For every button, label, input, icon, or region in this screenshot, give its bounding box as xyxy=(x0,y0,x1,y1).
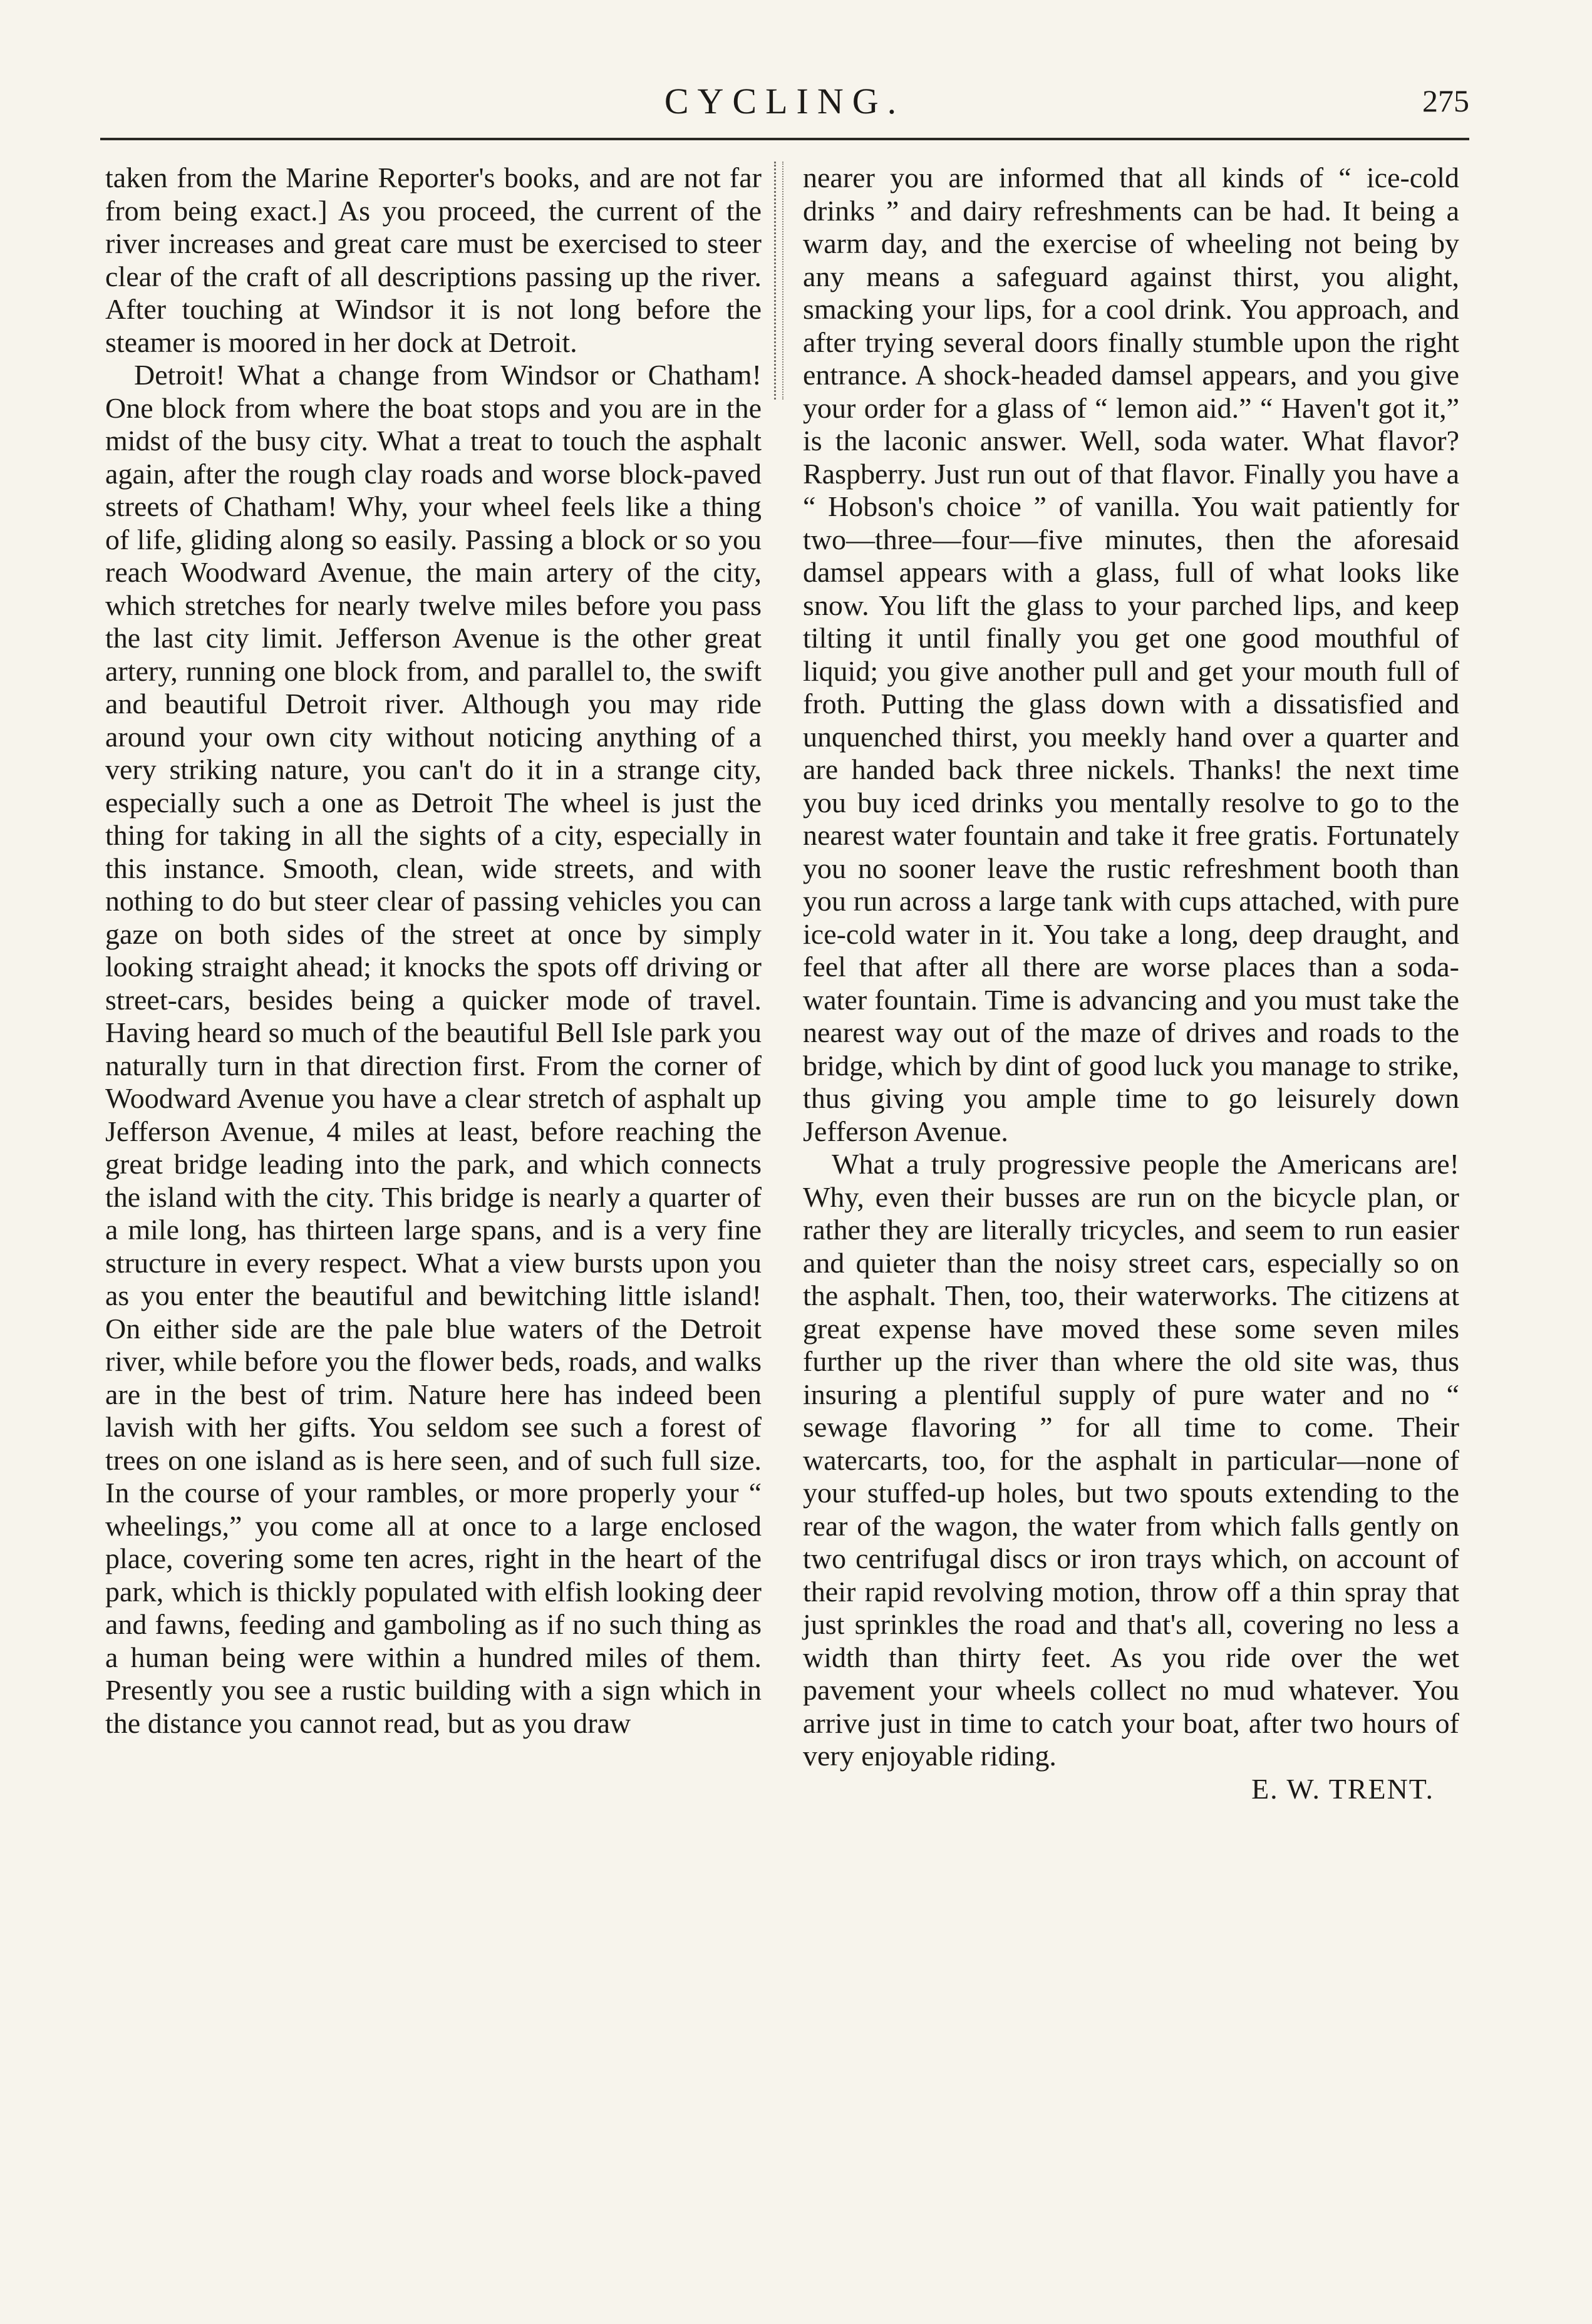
running-title: CYCLING. xyxy=(664,81,906,121)
header-rule xyxy=(100,138,1469,140)
page-number: 275 xyxy=(1422,83,1469,118)
paragraph: Detroit! What a change from Windsor or Chatham! One block from where the boat stops and you are in the midst of the busy city. What a treat to touch the asphalt again, after the rough clay roads and worse block-paved streets of Chatham! Why, your wheel feels like a thing of life, gliding along so easily. Passing a block or so you reach Woodward Avenue, the main artery of the city, which stretches for nearly twelve miles before you pass the last city limit. Jefferson Avenue is the other great artery, running one block from, and parallel to, the swift and beautiful Detroit river. Although you may ride around your own city without noticing anything of a very striking nature, you can't do it in a strange city, especially such a one as Detroit The wheel is just the thing for taking in all the sights of a city, especially in this instance. Smooth, clean, wide streets, and with nothing to do but steer clear of passing vehicles you can gaze on both sides of the street at once by simply looking straight ahead; it knocks the spots off driving or street-cars, besides being a quicker mode of travel. Having heard so much of the beautiful Bell Isle park you naturally turn in that direction first. From the corner of Woodward Avenue you have a clear stretch of asphalt up Jefferson Avenue, 4 miles at least, before reaching the great bridge leading into the park, and which connects the island with the city. This bridge is nearly a quarter of a mile long, has thirteen large spans, and is a very fine structure in every respect. What a view bursts upon you as you enter the beautiful and bewitching little island! On either side are the pale blue waters of the Detroit river, while before you the flower beds, roads, and walks are in the best of trim. Nature here has indeed been lavish with her gifts. You seldom see such a forest of trees on one island as is here seen, and of such full size. In the course of your rambles, or more properly your “ wheelings,” you come all at once to a large enclosed place, covering some ten acres, right in the heart of the park, which is thickly populated with elfish looking deer and fawns, feeding and gamboling as if no such thing as a human being were within a hundred miles of them. Presently you see a rustic building with a sign which in the distance you cannot read, but as you draw xyxy=(105,359,762,1739)
author-signature: E. W. TRENT. xyxy=(1251,1772,1434,1805)
column-divider-ornament xyxy=(774,162,783,400)
page-header xyxy=(100,74,1469,143)
paragraph: taken from the Marine Reporter's books, and are not far from being exact.] As you proceed, the current of the river increases and great care must be exercised to steer clear of the craft of all descriptions passing up the river. After touching at Windsor it is not long before the steamer is moored in her dock at Detroit. xyxy=(105,162,762,358)
left-column xyxy=(105,162,762,1740)
paragraph: nearer you are informed that all kinds of “ ice-cold drinks ” and dairy refreshments can be had. It being a warm day, and the exercise of wheeling not being by any means a safeguard against thirst, you alight, smacking your lips, for a cool drink. You approach, and after trying several doors finally stumble upon the right entrance. A shock-headed damsel appears, and you give your order for a glass of “ lemon aid.” “ Haven't got it,” is the laconic answer. Well, soda water. What flavor? Raspberry. Just run out of that flavor. Finally you have a “ Hobson's choice ” of vanilla. You wait patiently for two—three—four—five minutes, then the aforesaid damsel appears with a glass, full of what looks like snow. You lift the glass to your parched lips, and keep tilting it until finally you get one good mouthful of liquid; you give another pull and get your mouth full of froth. Putting the glass down with a dissatisfied and unquenched thirst, you meekly hand over a quarter and are handed back three nickels. Thanks! the next time you buy iced drinks you mentally resolve to go to the nearest water fountain and take it free gratis. Fortunately you no sooner leave the rustic refreshment booth than you run across a large tank with cups attached, with pure ice-cold water in it. You take a long, deep draught, and feel that after all there are worse places than a soda-water fountain. Time is advancing and you must take the nearest way out of the maze of drives and roads to the bridge, which by dint of good luck you manage to strike, thus giving you ample time to go leisurely down Jefferson Avenue. xyxy=(803,162,1459,1147)
right-column xyxy=(803,162,1459,1805)
paragraph: What a truly progressive people the Americans are! Why, even their busses are run on the bicycle plan, or rather they are literally tricycles, and seem to run easier and quieter than the noisy street cars, especially so on the asphalt. Then, too, their waterworks. The citizens at great expense have moved these some seven miles further up the river than where the old site was, thus insuring a plentiful supply of pure water and no “ sewage flavoring ” for all time to come. Their watercarts, too, for the asphalt in particular—none of your stuffed-up holes, but two spouts extending to the rear of the wagon, the water from which falls gently on two centrifugal discs or iron trays which, on account of their rapid revolving motion, throw off a thin spray that just sprinkles the road and that's all, covering no less a width than thirty feet. As you ride over the wet pavement your wheels collect no mud whatever. You arrive just in time to catch your boat, after two hours of very enjoyable riding. xyxy=(803,1148,1459,1772)
